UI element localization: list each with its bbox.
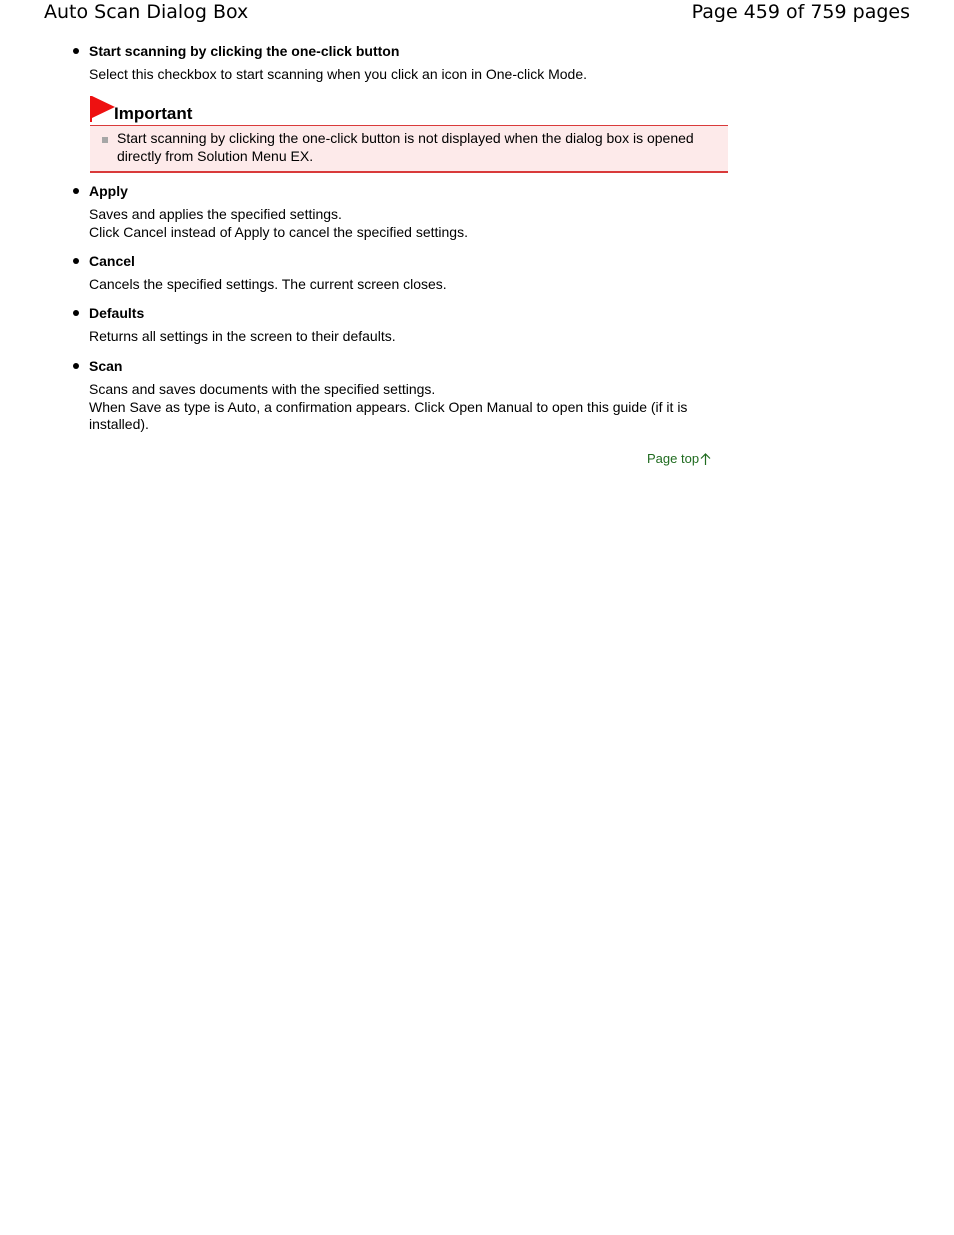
description-line: When Save as type is Auto, a confirmation appears. Click Open Manual to open this guide (if it is [89, 398, 688, 415]
item-title: Start scanning by clicking the one-click button [89, 43, 400, 59]
page-top-label: Page top [647, 451, 700, 466]
document-title: Auto Scan Dialog Box [44, 1, 249, 23]
important-box [90, 125, 728, 173]
bullet-icon [73, 258, 79, 264]
description-line: Returns all settings in the screen to their defaults. [89, 328, 396, 344]
item-description [89, 381, 729, 434]
item-description [89, 66, 729, 84]
bullet-icon [73, 48, 79, 54]
page-counter: Page 459 of 759 pages [691, 1, 910, 23]
bullet-icon [73, 363, 79, 369]
item-title: Defaults [89, 305, 145, 321]
bullet-icon [73, 310, 79, 316]
item-title: Scan [89, 358, 123, 374]
description-line: Cancels the specified settings. The current screen closes. [89, 276, 447, 292]
item-description [89, 206, 729, 241]
important-line: Start scanning by clicking the one-click button is not displayed when the dialog box is opened [117, 130, 694, 146]
item-description [89, 328, 729, 346]
description-line: Saves and applies the specified settings. [89, 206, 342, 222]
item-title: Apply [89, 183, 128, 199]
page-header [0, 0, 954, 28]
page-top-link[interactable] [647, 451, 711, 467]
bullet-icon [73, 188, 79, 194]
description-line: Select this checkbox to start scanning when you click an icon in One-click Mode. [89, 66, 588, 82]
item-title: Cancel [89, 253, 135, 269]
important-text [117, 130, 694, 165]
description-line: Scans and saves documents with the specified settings. [89, 381, 436, 397]
description-line: Click Cancel instead of Apply to cancel the specified settings. [89, 223, 468, 240]
square-bullet-icon [102, 137, 108, 143]
description-line: installed). [89, 416, 149, 432]
up-arrow-icon [700, 453, 711, 466]
flag-icon [90, 96, 116, 122]
important-heading: Important [114, 104, 193, 123]
item-description [89, 276, 729, 294]
important-line: directly from Solution Menu EX. [117, 147, 314, 164]
